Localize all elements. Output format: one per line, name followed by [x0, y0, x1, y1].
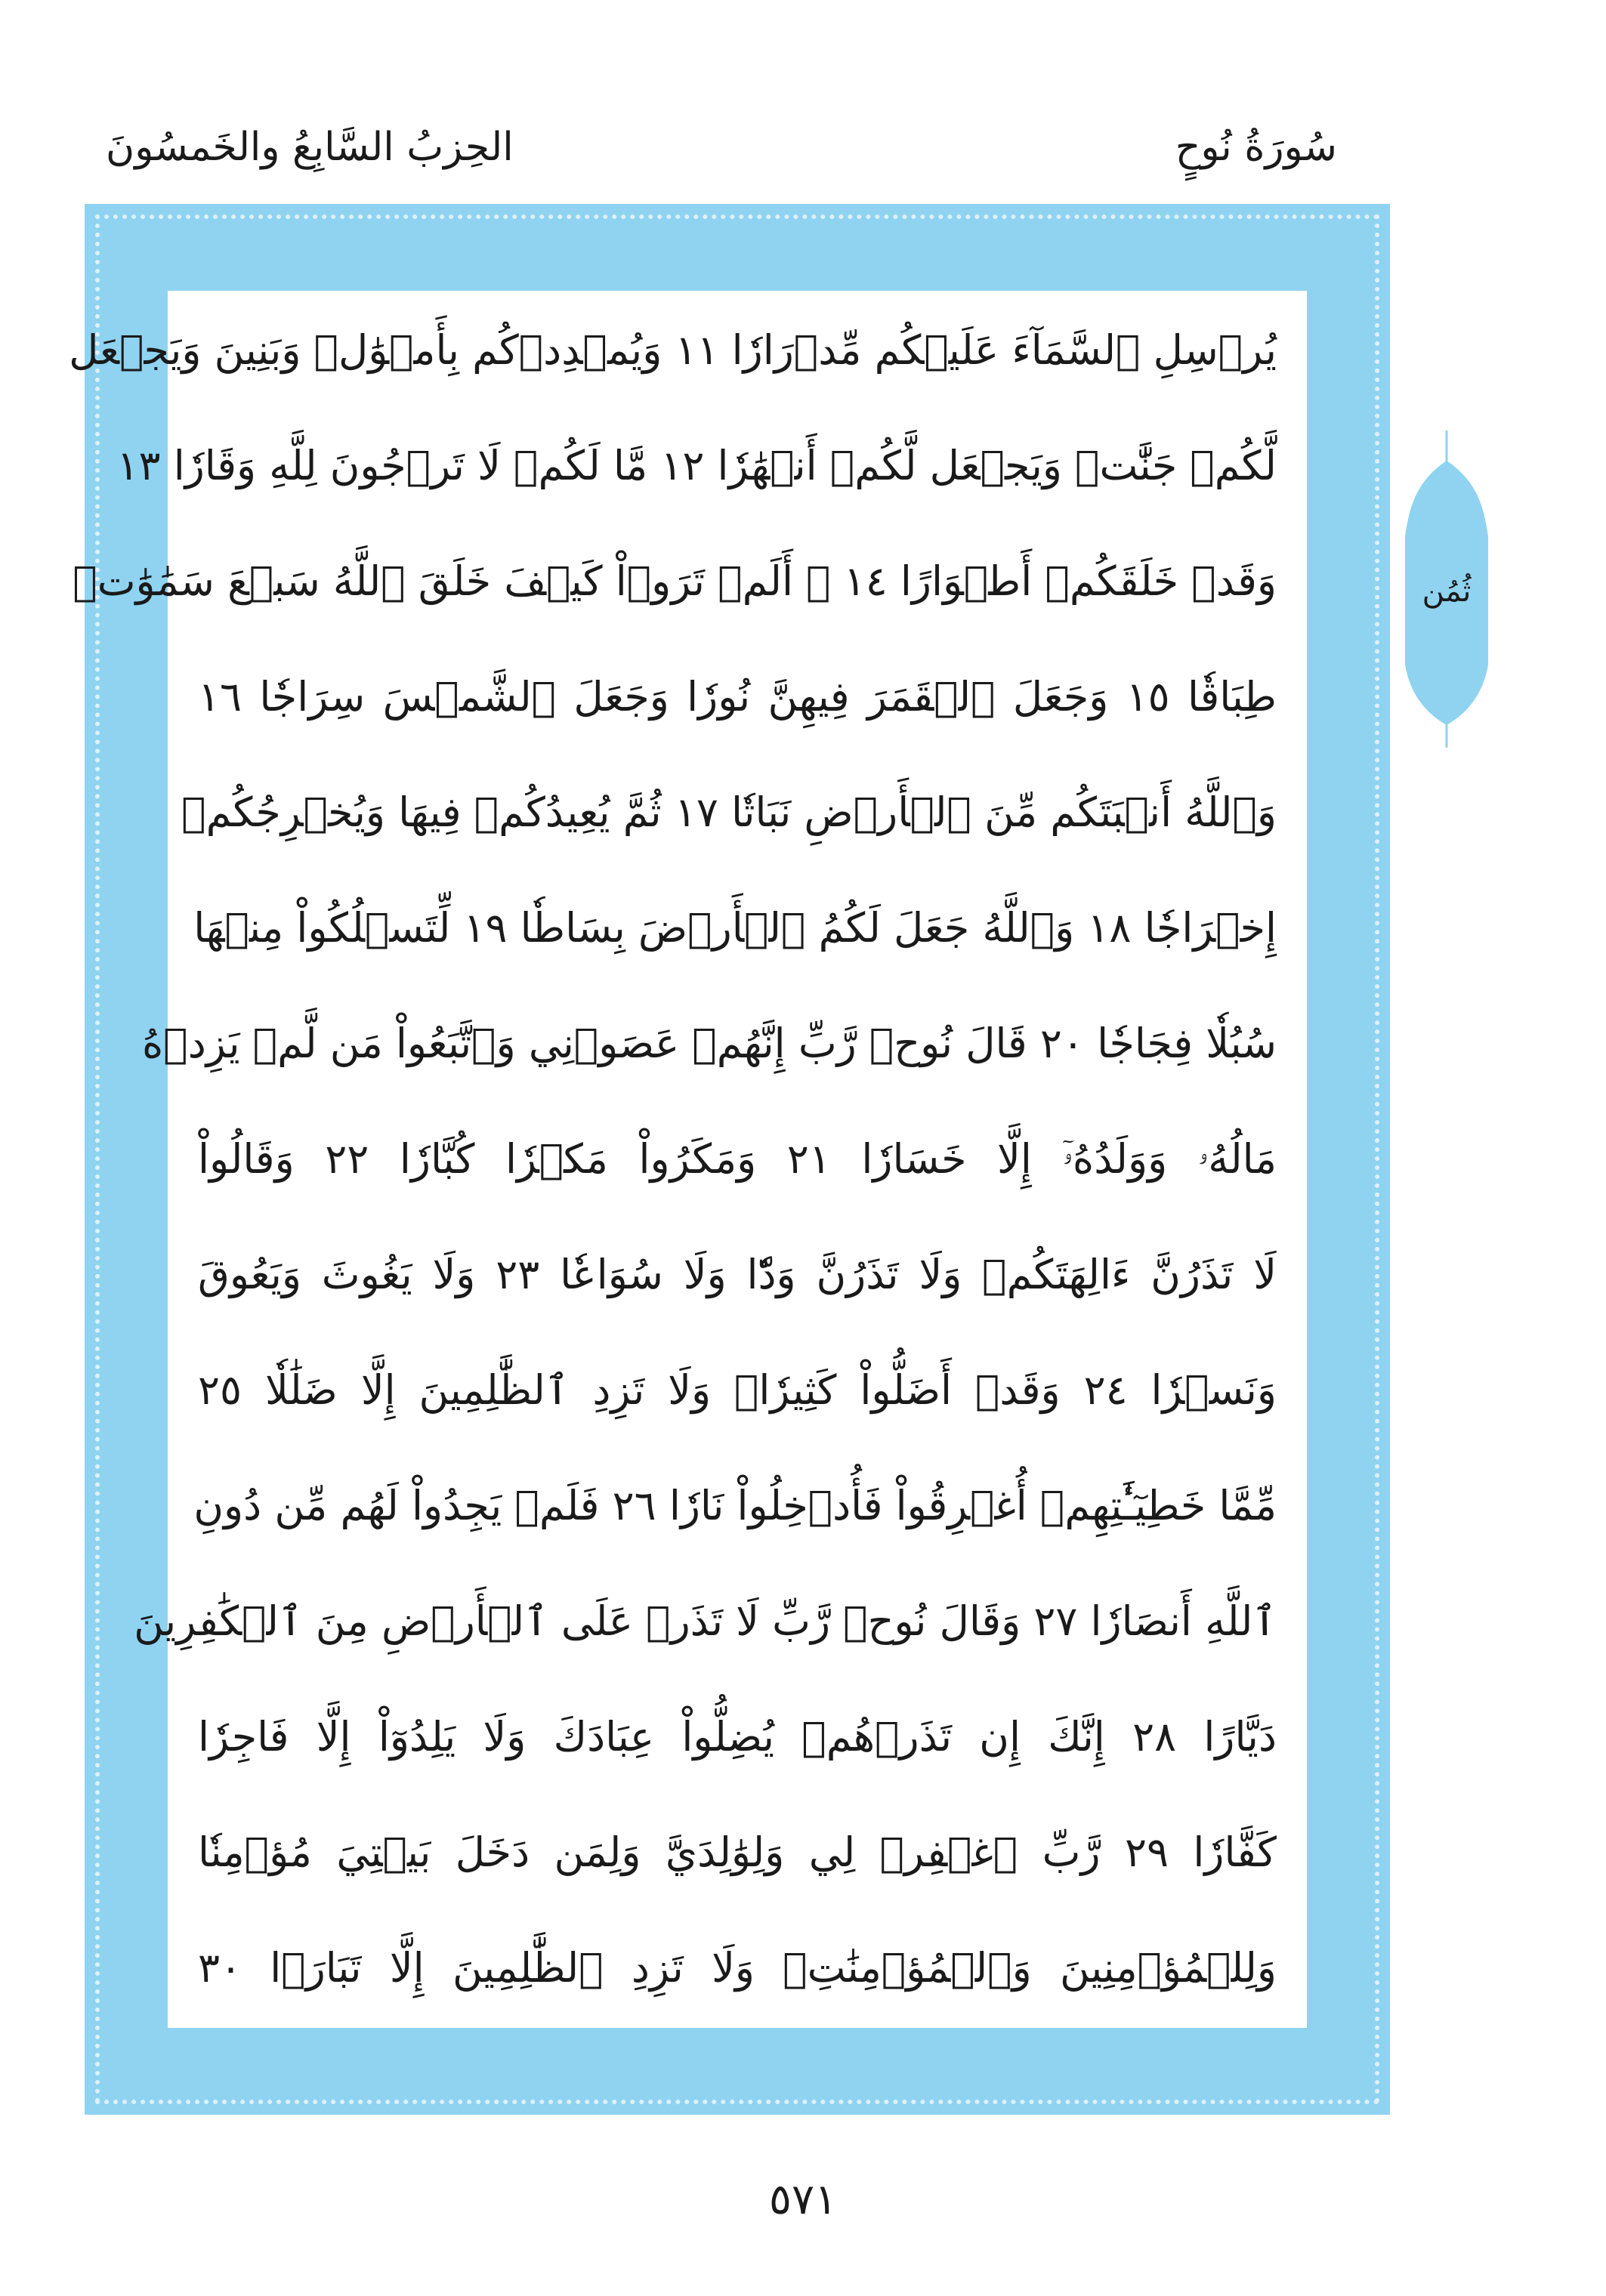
- text-line: لَّكُمۡ جَنَّٰتٖ وَيَجۡعَل لَّكُمۡ أَنۡهَٰرٗا ١٢ مَّا لَكُمۡ لَا تَرۡجُونَ لِلَّهِ وَقَارٗا ١٣: [116, 441, 1277, 489]
- text-line: دَيَّارًا ٢٨ إِنَّكَ إِن تَذَرۡهُمۡ يُضِلُّواْ عِبَادَكَ وَلَا يَلِدُوٓاْ إِلَّا فَاجِرٗا: [198, 1712, 1277, 1761]
- hizb-name: الحِزبُ السَّابِعُ والخَمسُونَ: [106, 125, 514, 170]
- text-line: مَالُهُۥ وَوَلَدُهُۥٓ إِلَّا خَسَارٗا ٢١ وَمَكَرُواْ مَكۡرٗا كُبَّارٗا ٢٢ وَقَالُواْ: [198, 1134, 1277, 1183]
- text-line: وَلِلۡمُؤۡمِنِينَ وَٱلۡمُؤۡمِنَٰتِۖ وَلَا تَزِدِ ٱلظَّٰلِمِينَ إِلَّا تَبَارَۢا ٣٠: [198, 1943, 1277, 1992]
- text-line: مِّمَّا خَطِيٓـَٰٔتِهِمۡ أُغۡرِقُواْ فَأُدۡخِلُواْ نَارٗا ٢٦ فَلَمۡ يَجِدُواْ لَهُم مِّن دُونِ: [193, 1481, 1277, 1529]
- page-number: ٥٧١: [768, 2175, 838, 2224]
- text-line: وَٱللَّهُ أَنۢبَتَكُم مِّنَ ٱلۡأَرۡضِ نَبَاتٗا ١٧ ثُمَّ يُعِيدُكُمۡ فِيهَا وَيُخۡرِجُكُمۡ: [181, 788, 1277, 836]
- margin-marker-label: ثُمُن: [1422, 574, 1472, 609]
- text-line: كَفَّارٗا ٢٩ رَّبِّ ٱغۡفِرۡ لِي وَلِوَٰلِدَيَّ وَلِمَن دَخَلَ بَيۡتِيَ مُؤۡمِنٗا: [198, 1828, 1277, 1876]
- surah-name: سُورَةُ نُوحٍ: [1175, 125, 1337, 170]
- text-line: طِبَاقٗا ١٥ وَجَعَلَ ٱلۡقَمَرَ فِيهِنَّ نُورٗا وَجَعَلَ ٱلشَّمۡسَ سِرَاجٗا ١٦: [198, 672, 1277, 721]
- text-line: سُبُلٗا فِجَاجٗا ٢٠ قَالَ نُوحٞ رَّبِّ إِنَّهُمۡ عَصَوۡنِي وَٱتَّبَعُواْ مَن لَّمۡ يَزِدۡهُ: [142, 1019, 1277, 1067]
- text-line: وَنَسۡرٗا ٢٤ وَقَدۡ أَضَلُّواْ كَثِيرٗاۖ وَلَا تَزِدِ ٱلظَّٰلِمِينَ إِلَّا ضَلَٰلٗا ٢٥: [198, 1366, 1277, 1414]
- text-line: ٱللَّهِ أَنصَارٗا ٢٧ وَقَالَ نُوحٞ رَّبِّ لَا تَذَرۡ عَلَى ٱلۡأَرۡضِ مِنَ ٱلۡكَٰفِرِينَ: [134, 1597, 1277, 1645]
- ornamental-frame: [69, 204, 1390, 2115]
- text-line: وَقَدۡ خَلَقَكُمۡ أَطۡوَارًا ١٤ ۞ أَلَمۡ تَرَوۡاْ كَيۡفَ خَلَقَ ٱللَّهُ سَبۡعَ سَمَٰوَٰتٖ: [73, 557, 1277, 605]
- text-line: يُرۡسِلِ ٱلسَّمَآءَ عَلَيۡكُم مِّدۡرَارٗا ١١ وَيُمۡدِدۡكُم بِأَمۡوَٰلٖ وَبَنِينَ وَيَجۡعَل: [69, 326, 1277, 374]
- text-line: إِخۡرَاجٗا ١٨ وَٱللَّهُ جَعَلَ لَكُمُ ٱلۡأَرۡضَ بِسَاطٗا ١٩ لِّتَسۡلُكُواْ مِنۡهَا: [193, 903, 1277, 952]
- page-header: [106, 113, 1337, 181]
- text-line: لَا تَذَرُنَّ ءَالِهَتَكُمۡ وَلَا تَذَرُنَّ وَدّٗا وَلَا سُوَاعٗا ٢٣ وَلَا يَغُوثَ وَيَعُوقَ: [198, 1250, 1277, 1298]
- text-panel: [69, 291, 1307, 2028]
